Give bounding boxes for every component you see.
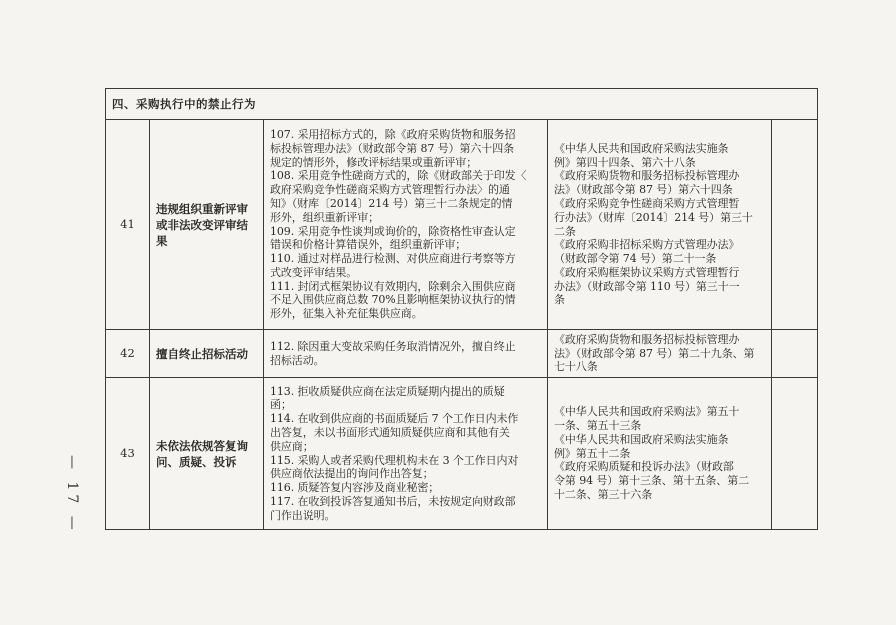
behavior-items: 107. 采用招标方式的，除《政府采购货物和服务招 标投标管理办法》（财政部令第 87 号）第六十四条 规定的情形外，修改评标结果或重新评审； 108. 采用竞争性磋商方式的，除《财政部关于印发〈 政府采购竞争性磋商采购方式管理暂行办法〉的通 知》（财库〔2014〕214 号）第三十二条规定的情 形外，组织重新评审； 109. 采用竞争性谈判或询价的，除资格性审查认定 错误和价格计算错误外，组织重新评审； 110. 通过对样品进行检测、对供应商进行考察等方 式改变评审结果。 111. 封闭式框架协议有效期内，除剩余入围供应商 不足入围供应商总数 70%且影响框架协议执行的情 形外，征集入补充征集供应商。 [264, 120, 548, 330]
legal-basis: 《中华人民共和国政府采购法》第五十 一条、第五十三条 《中华人民共和国政府采购法实施条 例》第五十二条 《政府采购质疑和投诉办法》（财政部 令第 94 号）第十三条、第十五条、第二 十二条、第三十六条 [548, 378, 772, 530]
table-row [106, 330, 818, 378]
behavior-name: 未依法依规答复询 问、质疑、投诉 [150, 378, 264, 530]
row-number: 41 [106, 120, 150, 330]
table-row [106, 378, 818, 530]
section-title: 四、采购执行中的禁止行为 [106, 89, 818, 120]
legal-basis: 《中华人民共和国政府采购法实施条 例》第四十四条、第六十八条 《政府采购货物和服务招标投标管理办 法》（财政部令第 87 号）第六十四条 《政府采购竞争性磋商采购方式管理暂 行办法》（财库〔2014〕214 号）第三十 二条 《政府采购非招标采购方式管理办法》 （财政部令第 74 号）第二十一条 《政府采购框架协议采购方式管理暂行 办法》（财政部令第 110 号）第三十一 条 [548, 120, 772, 330]
empty-cell [772, 378, 818, 530]
behavior-name: 擅自终止招标活动 [150, 330, 264, 378]
behavior-name: 违规组织重新评审 或非法改变评审结 果 [150, 120, 264, 330]
row-number: 43 [106, 378, 150, 530]
legal-basis: 《政府采购货物和服务招标投标管理办 法》（财政部令第 87 号）第二十九条、第 七十八条 [548, 330, 772, 378]
behavior-items: 112. 除因重大变故采购任务取消情况外，擅自终止 招标活动。 [264, 330, 548, 378]
table-row [106, 120, 818, 330]
page-number: — 17 — [64, 455, 80, 534]
empty-cell [772, 120, 818, 330]
behavior-items: 113. 拒收质疑供应商在法定质疑期内提出的质疑 函； 114. 在收到供应商的书面质疑后 7 个工作日内未作 出答复，未以书面形式通知质疑供应商和其他有关 供应商； 115. 采购人或者采购代理机构未在 3 个工作日内对 供应商依法提出的询问作出答复； 116. 质疑答复内容涉及商业秘密； 117. 在收到投诉答复通知书后，未按规定向财政部 门作出说明。 [264, 378, 548, 530]
section-header-row [106, 89, 818, 120]
prohibited-behavior-table [105, 88, 818, 530]
empty-cell [772, 330, 818, 378]
row-number: 42 [106, 330, 150, 378]
